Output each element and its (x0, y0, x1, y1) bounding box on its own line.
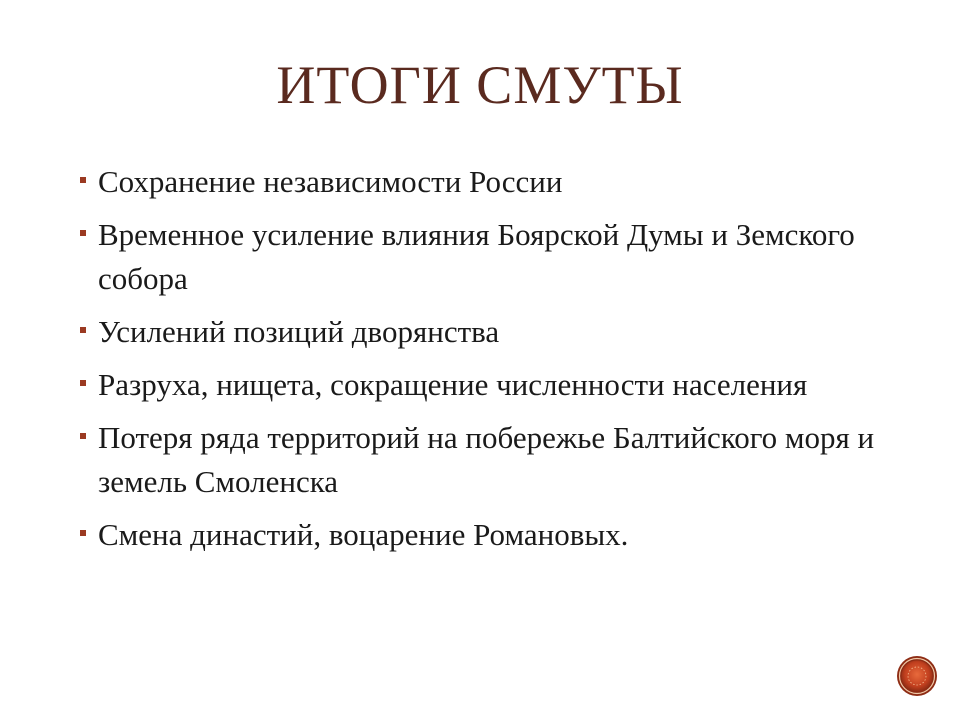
bullet-item (76, 213, 896, 301)
bullet-marker-icon (80, 177, 86, 183)
bullet-marker-icon (80, 380, 86, 386)
round-emblem-icon (896, 655, 938, 697)
bullet-item (76, 160, 896, 204)
bullet-item (76, 310, 896, 354)
bullet-item (76, 416, 896, 504)
bullet-list (76, 160, 896, 557)
bullet-marker-icon (80, 327, 86, 333)
bullet-text: Разруха, нищета, сокращение численности населения (98, 367, 808, 402)
bullet-item (76, 513, 896, 557)
slide-title: ИТОГИ СМУТЫ (276, 55, 684, 115)
bullet-marker-icon (80, 530, 86, 536)
bullet-text: Смена династий, воцарение Романовых. (98, 517, 629, 552)
bullet-text: Сохранение независимости России (98, 164, 563, 199)
bullet-marker-icon (80, 433, 86, 439)
bullet-marker-icon (80, 230, 86, 236)
bullet-text: Усилений позиций дворянства (98, 314, 500, 349)
bullet-item (76, 363, 896, 407)
emblem-core (902, 661, 933, 692)
bullet-text: Временное усиление влияния Боярской Думы и Земского собора (98, 217, 855, 296)
bullet-text: Потеря ряда территорий на побережье Балтийского моря и земель Смоленска (98, 420, 875, 499)
